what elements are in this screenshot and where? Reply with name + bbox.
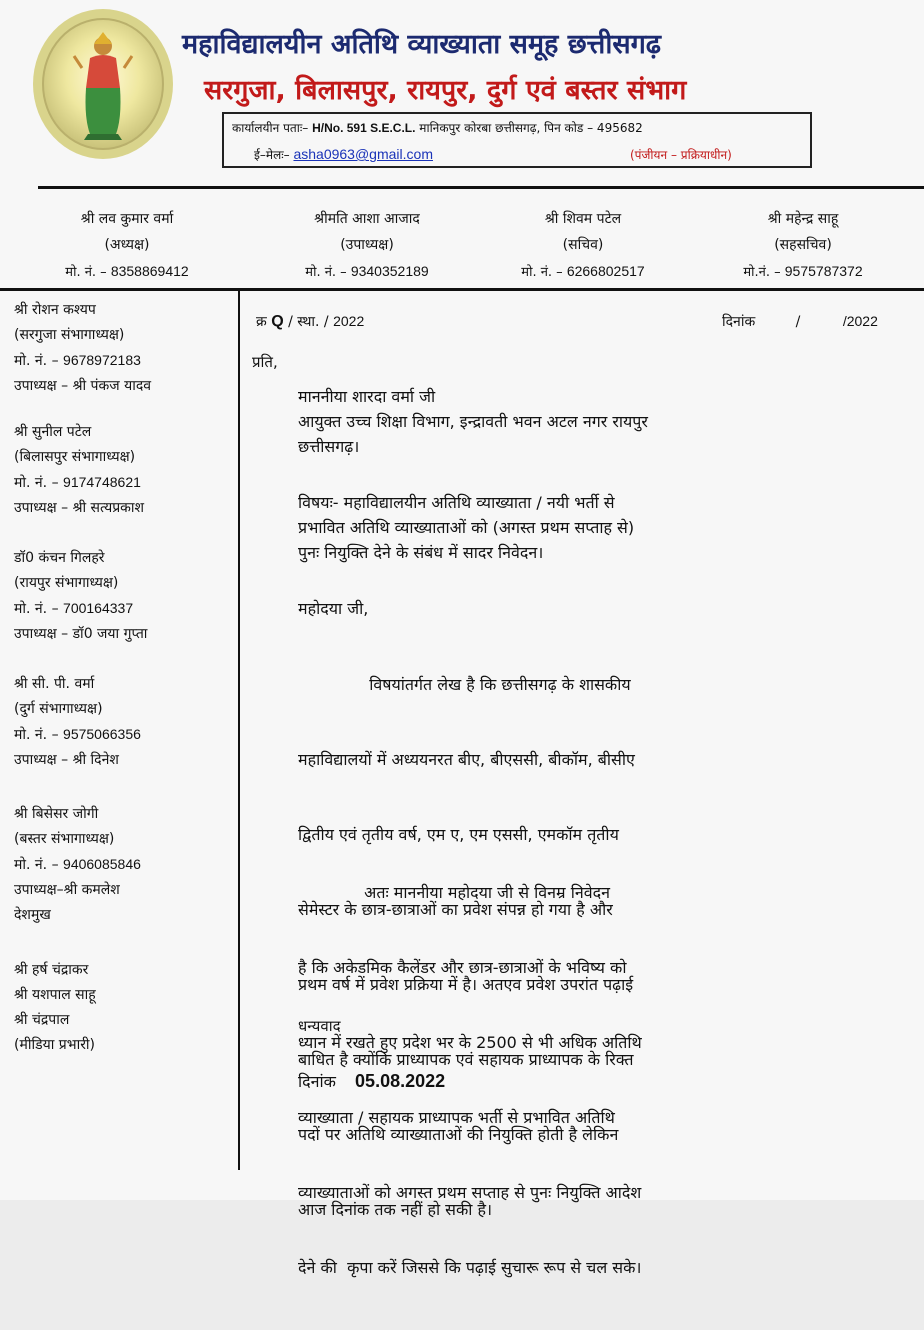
organization-title: महाविद्यालयीन अतिथि व्याख्याता समूह छत्तीसगढ़: [182, 29, 661, 60]
reference-number: क्र Q / स्था. / 2022: [256, 313, 365, 330]
sidebar-divider: [238, 290, 240, 1170]
organization-logo: [32, 8, 174, 160]
sidebar-bastar: श्री बिसेसर जोगी (बस्तर संभागाध्यक्ष) मो. नं. – 9406085846 उपाध्यक्ष–श्री कमलेश देशमुख: [14, 806, 141, 923]
bearer-president: श्री लव कुमार वर्मा (अध्यक्ष) मो. नं. – 8358869412: [65, 211, 189, 280]
header-divider: [38, 186, 924, 189]
sidebar-durg: श्री सी. पी. वर्मा (दुर्ग संभागाध्यक्ष) मो. नं. – 9575066356 उपाध्यक्ष – श्री दिनेश: [14, 676, 141, 768]
footer-date: दिनांक 05.08.2022: [298, 1071, 446, 1091]
body-paragraph-1: विषयांतर्गत लेख है कि छत्तीसगढ़ के शासकीय महाविद्यालयों में अध्ययनरत बीए, बीएससी, बीकॉम, बीसीए द्वितीय एवं तृतीय वर्ष, एम ए, एम एससी, एमकॉम तृतीय सेमेस्टर के छात्र-छात्राओं का प्रवेश संपन्न हो गया है और प्रथम वर्ष में प्रवेश प्रक्रिया में है। अतएव प्रवेश उपरांत पढ़ाई बाधित है क्योंकि प्राध्यापक एवं सहायक प्राध्यापक के रिक्त पदों पर अतिथि व्याख्याताओं की नियुक्ति होती है लेकिन आज दिनांक तक नहीं हो सकी है।: [298, 675, 635, 1219]
email-link[interactable]: asha0963@gmail.com: [293, 146, 433, 162]
sidebar-surguja: श्री रोशन कश्यप (सरगुजा संभागाध्यक्ष) मो. नं. – 9678972183 उपाध्यक्ष – श्री पंकज यादव: [14, 302, 152, 394]
body-paragraph-2: अतः माननीया महोदया जी से विनम्र निवेदन है कि अकेडमिक कैलेंडर और छात्र-छात्राओं के भविष्य को ध्यान में रखते हुए प्रदेश भर के 2500 से भी अधिक अतिथि व्याख्याता / सहायक प्राध्यापक भर्ती से प्रभावित अतिथि व्याख्याताओं को अगस्त प्रथम सप्ताह से पुनः नियुक्ति आदेश देने की कृपा करें जिससे कि पढ़ाई सुचारू रूप से चल सके।: [298, 883, 642, 1277]
salutation: महोदया जी,: [298, 599, 369, 618]
email-line: ई–मेलः– asha0963@gmail.com: [254, 146, 433, 162]
bearer-secretary: श्री शिवम पटेल (सचिव) मो. नं. – 6266802517: [521, 211, 645, 280]
letter-date: दिनांक / /2022: [722, 313, 878, 330]
closing-thanks: धन्यवाद: [298, 1017, 341, 1035]
registration-status: (पंजीयन – प्रक्रियाधीन): [630, 148, 732, 162]
organization-divisions: सरगुजा, बिलासपुर, रायपुर, दुर्ग एवं बस्तर संभाग: [204, 75, 687, 106]
address-box: [222, 112, 812, 168]
bearer-joint-secretary: श्री महेन्द्र साहू (सहसचिव) मो.नं. – 9575787372: [743, 211, 863, 280]
to-label: प्रति,: [252, 353, 278, 371]
subject-block: विषयः- महाविद्यालयीन अतिथि व्याख्याता / नयी भर्ती से प्रभावित अतिथि व्याख्याताओं को (अगस्त प्रथम सप्ताह से) पुनः नियुक्ति देने के संबंध में सादर निवेदन।: [298, 493, 635, 562]
bearer-vice-president: श्रीमति आशा आजाद (उपाध्यक्ष) मो. नं. – 9340352189: [305, 211, 429, 280]
sidebar-bilaspur: श्री सुनील पटेल (बिलासपुर संभागाध्यक्ष) मो. नं. – 9174748621 उपाध्यक्ष – श्री सत्यप्रकाश: [14, 424, 145, 516]
recipient-block: माननीया शारदा वर्मा जी आयुक्त उच्च शिक्षा विभाग, इन्द्रावती भवन अटल नगर रायपुर छत्तीसगढ़।: [298, 387, 648, 456]
sidebar-raipur: डॉ0 कंचन गिलहरे (रायपुर संभागाध्यक्ष) मो. नं. – 700164337 उपाध्यक्ष – डॉ0 जया गुप्ता: [14, 550, 148, 642]
sidebar-media: श्री हर्ष चंद्राकर श्री यशपाल साहू श्री चंद्रपाल (मीडिया प्रभारी): [14, 962, 96, 1053]
office-address: कार्यालयीन पताः– H/No. 591 S.E.C.L. मानिकपुर कोरबा छत्तीसगढ़, पिन कोड – 495682: [232, 121, 643, 135]
bearers-divider: [0, 288, 924, 291]
